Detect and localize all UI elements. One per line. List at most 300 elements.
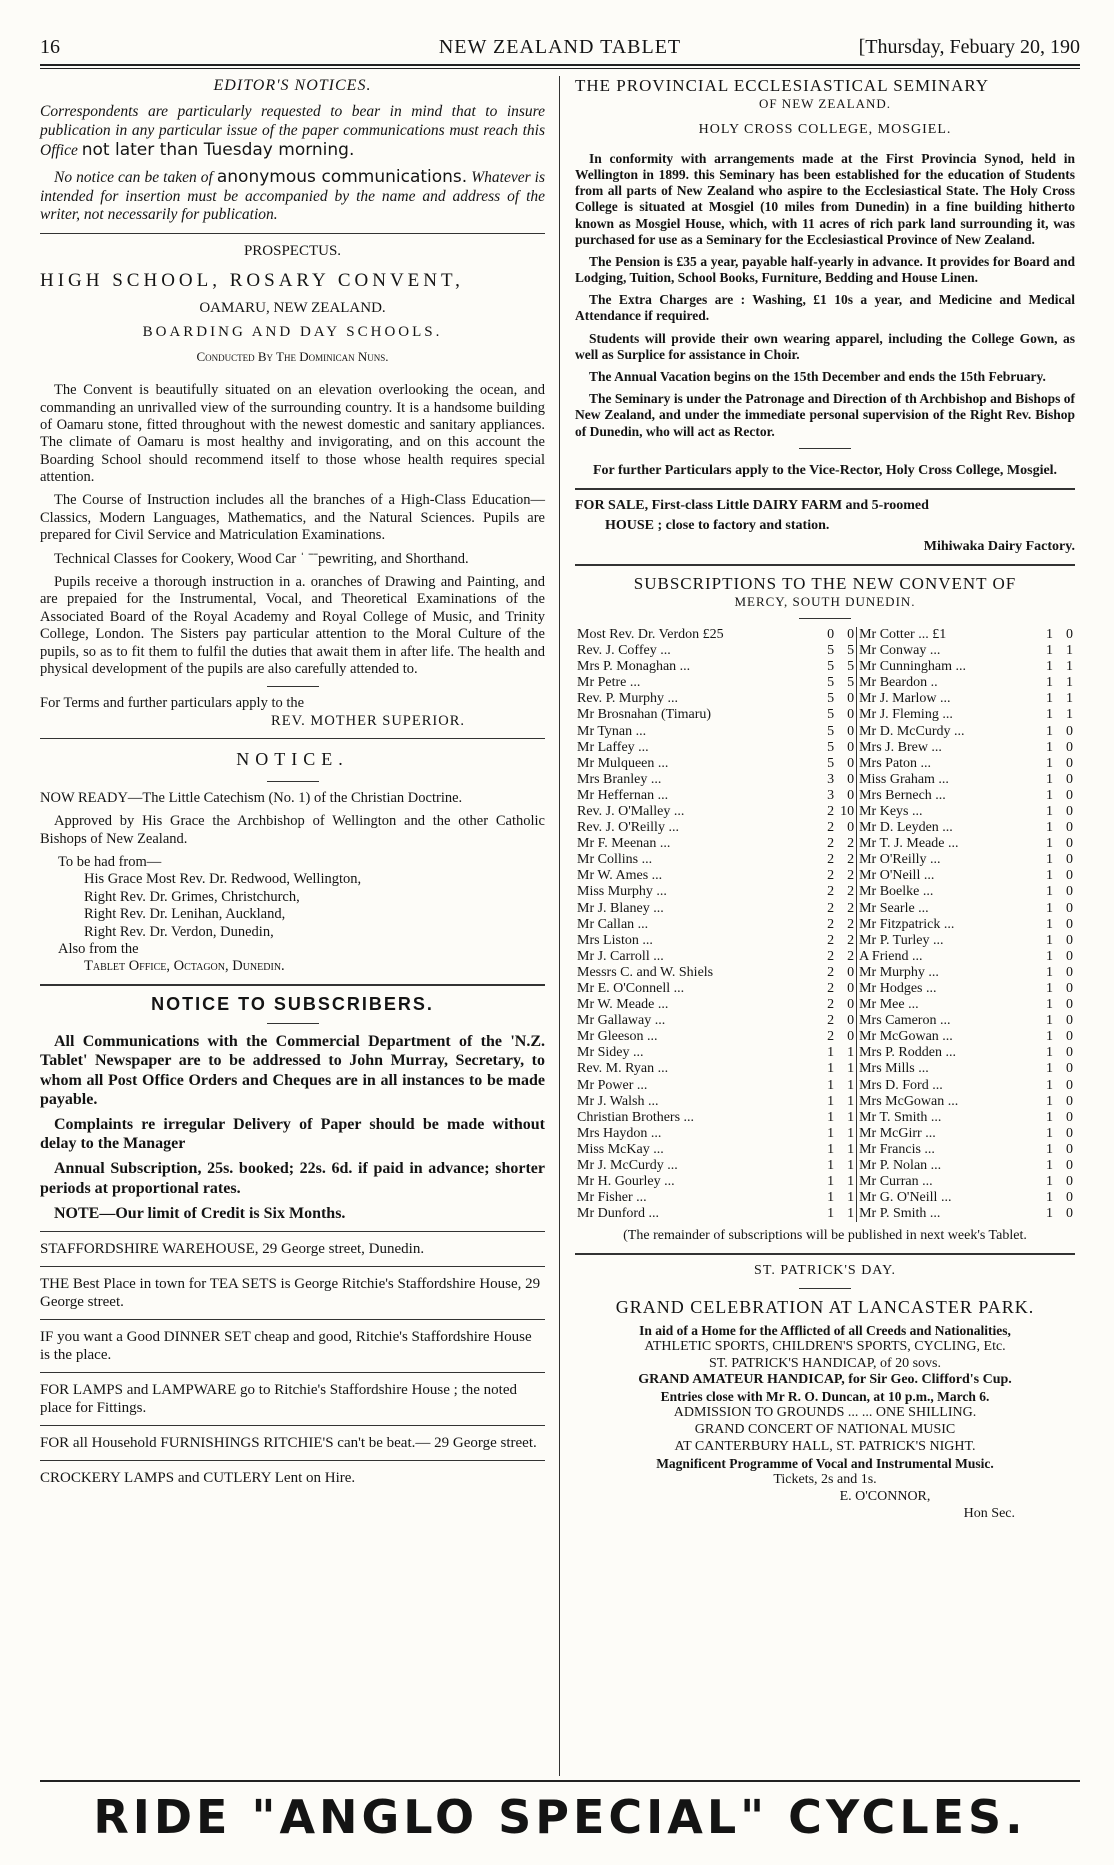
notice-tablet-office: Tablet Office, Octagon, Dunedin. xyxy=(84,958,285,975)
amount-shillings-left: 2 xyxy=(827,884,835,900)
subscriber-name-right: Mr Searle ... xyxy=(859,900,929,916)
rosary-subtitle: BOARDING AND DAY SCHOOLS. xyxy=(142,323,443,340)
st-patricks-programme: Magnificent Programme of Vocal and Instrumental Music. xyxy=(656,1455,994,1471)
subscribers-para-2: Complaints re irregular Delivery of Paper should be made without delay to the Manager xyxy=(40,1116,545,1153)
st-patricks-tickets: Tickets, 2s and 1s. xyxy=(773,1471,877,1487)
issue-date: [Thursday, Febuary 20, 190 xyxy=(858,36,1080,58)
amount-pence-left: 1 xyxy=(836,1094,857,1110)
subscriber-name-right: Mr D. McCurdy ... xyxy=(859,723,965,739)
for-sale-line-2: HOUSE ; close to factory and station. xyxy=(605,518,830,534)
amount-shillings-right: 1 xyxy=(1046,787,1053,803)
subscription-row xyxy=(575,675,1075,691)
amount-shillings-right: 1 xyxy=(1046,1109,1053,1125)
st-patricks-handicap: ST. PATRICK'S HANDICAP, of 20 sovs. xyxy=(708,1355,941,1371)
amount-shillings-right: 1 xyxy=(1046,803,1053,819)
subscriber-name-right: Mr J. Marlow ... xyxy=(859,691,951,707)
subscriber-name-right: Mr P. Smith ... xyxy=(859,1206,941,1222)
amount-shillings-right: 1 xyxy=(1046,932,1053,948)
amount-pence-right: 0 xyxy=(1066,1190,1073,1206)
rosary-superior: REV. MOTHER SUPERIOR. xyxy=(271,712,465,729)
amount-shillings-left: 1 xyxy=(827,1190,835,1206)
prospectus-label: PROSPECTUS. xyxy=(243,242,342,259)
notice-ready: NOW READY—The Little Catechism (No. 1) of the Christian Doctrine. xyxy=(40,789,463,806)
amount-pence-left: 0 xyxy=(836,691,857,707)
subscriber-name-left: Mr Callan ... xyxy=(577,916,649,932)
amount-shillings-left: 5 xyxy=(827,707,835,723)
subscriber-name-right: Mr T. J. Meade ... xyxy=(859,836,959,852)
rosary-convent-ad xyxy=(40,242,545,730)
subscriber-name-right: Mr P. Nolan ... xyxy=(859,1158,942,1174)
subscriber-name-right: Mr Cunningham ... xyxy=(859,659,967,675)
amount-shillings-right: 1 xyxy=(1046,1141,1053,1157)
for-sale-ad xyxy=(575,498,1075,556)
subscriber-name-left: Mr Petre ... xyxy=(577,675,641,691)
amount-pence-right: 1 xyxy=(1066,643,1073,659)
newspaper-title: NEW ZEALAND TABLET xyxy=(438,36,682,58)
seminary-para-1: In conformity with arrangements made at the First Provincia Synod, held in Wellington in 1899. this Seminary has been established for the education of Students from all parts of New Zealand who aspire to the Ecclesiastical State. The Holy Cross College is situated at Mosgiel (10 miles from Dunedin) in a fine building hitherto known as Mosgiel House, which, with 11 acres of rich park land surrounding it, was purchased for use as a Seminary for the Ecclesiastical Province of New Zealand. xyxy=(575,150,1075,247)
amount-shillings-left: 2 xyxy=(827,981,835,997)
amount-pence-left: 2 xyxy=(836,917,857,933)
subscription-row xyxy=(575,1078,1075,1094)
footer-rule xyxy=(40,1780,1080,1782)
subscriber-name-left: Mr J. McCurdy ... xyxy=(577,1158,678,1174)
amount-shillings-right: 1 xyxy=(1046,820,1053,836)
amount-pence-left: 5 xyxy=(836,659,857,675)
amount-pence-left: 0 xyxy=(836,772,857,788)
subscription-row xyxy=(575,788,1075,804)
anonymous-text: anonymous communications. xyxy=(216,166,468,187)
subscribers-para-1: All Communications with the Commercial Department of the 'N.Z. Tablet' Newspaper are to be addressed to John Murray, Secretary, to whom all Post Office Orders and Cheques are in all instances to be made payable. xyxy=(40,1033,545,1108)
amount-shillings-right: 1 xyxy=(1046,1013,1053,1029)
amount-shillings-right: 1 xyxy=(1046,948,1053,964)
amount-pence-left: 2 xyxy=(836,836,857,852)
amount-pence-left: 0 xyxy=(836,965,857,981)
amount-shillings-left: 1 xyxy=(827,1158,835,1174)
amount-shillings-left: 2 xyxy=(827,1013,835,1029)
subscriber-name-left: Mr Heffernan ... xyxy=(577,787,669,803)
subscriber-name-right: Mrs Cameron ... xyxy=(859,1013,951,1029)
subscription-row xyxy=(575,1174,1075,1190)
amount-shillings-left: 1 xyxy=(827,1206,835,1222)
amount-shillings-right: 1 xyxy=(1046,1029,1053,1045)
amount-shillings-right: 1 xyxy=(1046,707,1053,723)
subscribers-para-4: NOTE—Our limit of Credit is Six Months. xyxy=(54,1204,346,1222)
notice-address-4: Right Rev. Dr. Verdon, Dunedin, xyxy=(84,923,274,940)
divider xyxy=(40,738,545,739)
st-patricks-sports: ATHLETIC SPORTS, CHILDREN'S SPORTS, CYCLING, Etc. xyxy=(644,1338,1006,1354)
amount-pence-right: 1 xyxy=(1066,675,1073,691)
subscriber-name-left: Miss McKay ... xyxy=(577,1141,664,1157)
subscriber-name-left: Mr Fisher ... xyxy=(577,1190,647,1206)
amount-pence-right: 0 xyxy=(1066,803,1073,819)
subscriber-name-left: Most Rev. Dr. Verdon £25 xyxy=(577,626,724,642)
seminary-ad xyxy=(575,76,1075,480)
subscription-row xyxy=(575,643,1075,659)
amount-pence-right: 0 xyxy=(1066,787,1073,803)
subscriber-name-right: Mr P. Turley ... xyxy=(859,932,944,948)
amount-shillings-right: 1 xyxy=(1046,755,1053,771)
amount-pence-right: 0 xyxy=(1066,1141,1073,1157)
subscriber-name-right: A Friend ... xyxy=(859,948,923,964)
amount-pence-right: 1 xyxy=(1066,691,1073,707)
subscriber-name-right: Mr Beardon .. xyxy=(859,675,938,691)
right-column xyxy=(575,76,1075,1522)
notice-address-2: Right Rev. Dr. Grimes, Christchurch, xyxy=(84,888,300,905)
amount-pence-right: 0 xyxy=(1066,981,1073,997)
subscriber-name-left: Mr W. Meade ... xyxy=(577,997,669,1013)
subscription-row xyxy=(575,627,1075,643)
subscriber-name-left: Mr Gallaway ... xyxy=(577,1013,666,1029)
amount-pence-left: 2 xyxy=(836,884,857,900)
amount-shillings-right: 1 xyxy=(1046,900,1053,916)
notice-to-be-had: To be had from— xyxy=(58,853,162,870)
seminary-para-2: The Pension is £35 a year, payable half-yearly in advance. It provides for Board and Lodging, Tuition, School Books, Furniture, Bedding and House Linen. xyxy=(575,253,1075,286)
subscriber-name-left: Mr Dunford ... xyxy=(577,1206,660,1222)
seminary-title: THE PROVINCIAL ECCLESIASTICAL SEMINARY xyxy=(575,76,990,95)
amount-pence-left: 2 xyxy=(836,901,857,917)
divider xyxy=(575,564,1075,566)
st-patricks-organiser: E. O'CONNOR, xyxy=(839,1488,931,1504)
subscriber-name-right: Mr Curran ... xyxy=(859,1174,933,1190)
amount-pence-right: 0 xyxy=(1066,916,1073,932)
amount-shillings-left: 2 xyxy=(827,932,835,948)
amount-shillings-left: 1 xyxy=(827,1093,835,1109)
st-patricks-hall: AT CANTERBURY HALL, ST. PATRICK'S NIGHT. xyxy=(674,1438,976,1454)
subscription-row xyxy=(575,1206,1075,1222)
amount-shillings-left: 5 xyxy=(827,723,835,739)
amount-pence-left: 0 xyxy=(836,997,857,1013)
subscriber-name-left: Mr Sidey ... xyxy=(577,1045,644,1061)
seminary-para-3: The Extra Charges are : Washing, £1 10s a year, and Medicine and Medical Attendance if required. xyxy=(575,292,1075,324)
subscription-row xyxy=(575,1094,1075,1110)
amount-shillings-left: 1 xyxy=(827,1174,835,1190)
amount-shillings-right: 1 xyxy=(1046,739,1053,755)
subscription-row xyxy=(575,868,1075,884)
subscriber-name-left: Mr Gleeson ... xyxy=(577,1029,658,1045)
amount-shillings-right: 1 xyxy=(1046,1061,1053,1077)
rosary-para-1: The Convent is beautifully situated on an elevation overlooking the ocean, and commanding an unrivalled view of the surrounding country. It is a handsome building of Oamaru stone, fitted throughout with the newest domestic and sanitary appliances. The climate of Oamaru is most healthy and invigorating, and on this account the Boarding School should recommend itself to those whose health requires special attention. xyxy=(40,382,545,486)
amount-pence-right: 0 xyxy=(1066,884,1073,900)
subscriber-name-left: Rev. J. Coffey ... xyxy=(577,643,671,659)
amount-shillings-right: 1 xyxy=(1046,691,1053,707)
subscriber-name-left: Mr J. Walsh ... xyxy=(577,1093,659,1109)
rosary-place: OAMARU, NEW ZEALAND. xyxy=(199,299,386,316)
rosary-para-3: Technical Classes for Cookery, Wood Car ˈ ˉˉpewriting, and Shorthand. xyxy=(54,550,469,567)
subscriber-name-left: Rev. M. Ryan ... xyxy=(577,1061,669,1077)
subscription-row xyxy=(575,901,1075,917)
amount-pence-right: 0 xyxy=(1066,723,1073,739)
seminary-college: HOLY CROSS COLLEGE, MOSGIEL. xyxy=(698,121,952,137)
notice-also-from: Also from the xyxy=(58,940,139,957)
rosary-para-4: Pupils receive a thorough instruction in a. oranches of Drawing and Painting, and are prepaied for the Instrumental, Vocal, and Theoretical Examinations of the Associated Board of the Royal Academy and Royal College of Music, and Trinity College, London. The Sisters pay particular attention to the Moral Culture of the pupils, so as to fit them to fulfil the duties that await them in after life. The health and physical development of the pupils are also carefully attended to. xyxy=(40,574,545,677)
subscriber-name-left: Christian Brothers ... xyxy=(577,1109,695,1125)
subscriber-name-left: Mr Collins ... xyxy=(577,852,653,868)
amount-pence-right: 0 xyxy=(1066,900,1073,916)
amount-shillings-right: 1 xyxy=(1046,964,1053,980)
amount-pence-right: 0 xyxy=(1066,1077,1073,1093)
st-patricks-ad xyxy=(575,1263,1075,1522)
amount-shillings-right: 1 xyxy=(1046,1174,1053,1190)
amount-pence-left: 1 xyxy=(836,1126,857,1142)
catechism-notice xyxy=(40,749,545,976)
staffordshire-ads xyxy=(40,1240,545,1487)
amount-shillings-left: 3 xyxy=(827,787,835,803)
amount-pence-left: 0 xyxy=(836,1013,857,1029)
subscriber-name-left: Mrs Liston ... xyxy=(577,932,653,948)
subscriber-name-left: Messrs C. and W. Shiels xyxy=(577,964,714,980)
amount-shillings-right: 1 xyxy=(1046,1077,1053,1093)
subscriber-name-right: Mr Conway ... xyxy=(859,643,941,659)
amount-shillings-right: 1 xyxy=(1046,1158,1053,1174)
amount-shillings-left: 2 xyxy=(827,820,835,836)
amount-pence-right: 0 xyxy=(1066,997,1073,1013)
amount-shillings-right: 1 xyxy=(1046,852,1053,868)
subscription-row xyxy=(575,804,1075,820)
amount-pence-right: 0 xyxy=(1066,771,1073,787)
subscriber-name-left: Mr Tynan ... xyxy=(577,723,647,739)
subscription-row xyxy=(575,707,1075,723)
subscription-row xyxy=(575,724,1075,740)
amount-shillings-left: 1 xyxy=(827,1045,835,1061)
amount-pence-left: 1 xyxy=(836,1045,857,1061)
amount-pence-left: 2 xyxy=(836,852,857,868)
editors-notices xyxy=(40,76,545,225)
subscription-row xyxy=(575,820,1075,836)
subscriber-name-right: Mrs McGowan ... xyxy=(859,1093,959,1109)
subscriber-name-left: Mr E. O'Connell ... xyxy=(577,981,685,997)
subscriber-name-right: Mrs Paton ... xyxy=(859,755,932,771)
subscriber-name-left: Mr J. Blaney ... xyxy=(577,900,664,916)
amount-shillings-right: 1 xyxy=(1046,659,1053,675)
subscriber-name-left: Mr Mulqueen ... xyxy=(577,755,669,771)
amount-pence-right: 0 xyxy=(1066,1158,1073,1174)
amount-shillings-left: 2 xyxy=(827,916,835,932)
subscriber-name-left: Mr F. Meenan ... xyxy=(577,836,671,852)
amount-pence-right: 0 xyxy=(1066,964,1073,980)
amount-pence-right: 0 xyxy=(1066,1206,1073,1222)
amount-shillings-left: 5 xyxy=(827,691,835,707)
column-divider xyxy=(559,76,560,1776)
amount-pence-left: 2 xyxy=(836,933,857,949)
amount-pence-left: 0 xyxy=(836,724,857,740)
amount-pence-right: 0 xyxy=(1066,1174,1073,1190)
st-patricks-concert: GRAND CONCERT OF NATIONAL MUSIC xyxy=(694,1422,956,1438)
seminary-subtitle: OF NEW ZEALAND. xyxy=(758,96,892,112)
amount-shillings-right: 1 xyxy=(1046,643,1053,659)
amount-pence-right: 0 xyxy=(1066,1013,1073,1029)
subscriber-name-left: Mr J. Carroll ... xyxy=(577,948,664,964)
amount-shillings-left: 0 xyxy=(827,626,835,642)
staffordshire-ad-6: CROCKERY LAMPS and CUTLERY Lent on Hire. xyxy=(40,1469,356,1486)
amount-shillings-right: 1 xyxy=(1046,1125,1053,1141)
subscription-row xyxy=(575,1061,1075,1077)
amount-shillings-right: 1 xyxy=(1046,626,1053,642)
subscription-row xyxy=(575,1158,1075,1174)
st-patricks-amateur: GRAND AMATEUR HANDICAP, for Sir Geo. Clifford's Cup. xyxy=(638,1372,1012,1388)
divider xyxy=(40,984,545,986)
amount-pence-right: 0 xyxy=(1066,868,1073,884)
anonymous-notice-lead: No notice can be taken of xyxy=(54,168,213,186)
amount-shillings-left: 5 xyxy=(827,675,835,691)
amount-pence-left: 0 xyxy=(836,820,857,836)
amount-pence-right: 0 xyxy=(1066,948,1073,964)
subscriber-name-right: Mr Fitzpatrick ... xyxy=(859,916,955,932)
cycles-advertisement: RIDE "ANGLO SPECIAL" CYCLES. xyxy=(93,1790,1027,1844)
subscriber-name-right: Mr Mee ... xyxy=(859,997,919,1013)
amount-shillings-right: 1 xyxy=(1046,1045,1053,1061)
amount-pence-right: 0 xyxy=(1066,1109,1073,1125)
seminary-para-5: The Annual Vacation begins on the 15th December and ends the 15th February. xyxy=(589,369,1046,385)
amount-pence-left: 10 xyxy=(836,804,857,820)
subscriber-name-right: Miss Graham ... xyxy=(859,771,949,787)
amount-pence-left: 1 xyxy=(836,1206,857,1222)
notice-address-3: Right Rev. Dr. Lenihan, Auckland, xyxy=(84,906,286,923)
subscription-row xyxy=(575,740,1075,756)
subscriber-name-left: Mrs Branley ... xyxy=(577,771,662,787)
amount-pence-right: 0 xyxy=(1066,932,1073,948)
subscription-row xyxy=(575,917,1075,933)
amount-shillings-left: 1 xyxy=(827,1061,835,1077)
amount-shillings-left: 2 xyxy=(827,948,835,964)
amount-pence-left: 1 xyxy=(836,1158,857,1174)
page-header xyxy=(40,36,1080,60)
subscriber-name-right: Mr Cotter ... £1 xyxy=(859,626,947,642)
amount-pence-right: 0 xyxy=(1066,626,1073,642)
subscription-row xyxy=(575,772,1075,788)
amount-shillings-right: 1 xyxy=(1046,1206,1053,1222)
amount-shillings-left: 5 xyxy=(827,739,835,755)
subscriber-name-left: Mr H. Gourley ... xyxy=(577,1174,675,1190)
subscription-row xyxy=(575,1190,1075,1206)
staffordshire-ad-5: FOR all Household FURNISHINGS RITCHIE'S can't be beat.— 29 George street. xyxy=(40,1434,537,1451)
amount-pence-left: 2 xyxy=(836,868,857,884)
amount-pence-right: 0 xyxy=(1066,1093,1073,1109)
subscriber-name-left: Rev. P. Murphy ... xyxy=(577,691,678,707)
notice-to-subscribers xyxy=(40,994,545,1223)
subscription-row xyxy=(575,756,1075,772)
subscriber-name-left: Miss Murphy ... xyxy=(577,884,667,900)
subscription-row xyxy=(575,1045,1075,1061)
amount-shillings-left: 1 xyxy=(827,1109,835,1125)
anonymous-notice-tail: Whatever is intended for insertion must be accompanied by the name and address of the writer, not necessarily for publication. xyxy=(40,168,546,224)
editors-notice-text: Correspondents are particularly requested to bear in mind that to insure publication in any particular issue of the paper communications must reach this Office xyxy=(40,103,545,160)
subscription-row xyxy=(575,852,1075,868)
subscriber-name-right: Mrs Bernech ... xyxy=(859,787,946,803)
subscription-row xyxy=(575,691,1075,707)
subscriber-name-left: Mr Laffey ... xyxy=(577,739,649,755)
amount-pence-right: 0 xyxy=(1066,836,1073,852)
amount-shillings-left: 3 xyxy=(827,771,835,787)
amount-pence-left: 5 xyxy=(836,643,857,659)
amount-shillings-left: 1 xyxy=(827,1125,835,1141)
amount-shillings-right: 1 xyxy=(1046,1093,1053,1109)
amount-shillings-left: 1 xyxy=(827,1077,835,1093)
subscription-row xyxy=(575,1142,1075,1158)
seminary-further: For further Particulars apply to the Vice-Rector, Holy Cross College, Mosgiel. xyxy=(592,462,1058,478)
subscriber-name-right: Mrs D. Ford ... xyxy=(859,1077,943,1093)
subscription-row xyxy=(575,1126,1075,1142)
amount-shillings-left: 2 xyxy=(827,803,835,819)
notice-title: NOTICE. xyxy=(236,749,349,770)
subscriptions-subtitle: MERCY, SOUTH DUNEDIN. xyxy=(734,594,916,610)
editors-notices-title: EDITOR'S NOTICES. xyxy=(213,77,372,94)
amount-pence-left: 1 xyxy=(836,1061,857,1077)
subscriber-name-right: Mr Murphy ... xyxy=(859,964,939,980)
staffordshire-ad-3: IF you want a Good DINNER SET cheap and good, Ritchie's Staffordshire House is the place. xyxy=(40,1328,532,1363)
subscriber-name-right: Mr J. Fleming ... xyxy=(859,707,953,723)
amount-pence-right: 0 xyxy=(1066,1045,1073,1061)
amount-shillings-right: 1 xyxy=(1046,836,1053,852)
subscriptions-title: SUBSCRIPTIONS TO THE NEW CONVENT OF xyxy=(633,573,1017,593)
amount-pence-left: 1 xyxy=(836,1190,857,1206)
subscription-row xyxy=(575,997,1075,1013)
amount-shillings-left: 2 xyxy=(827,836,835,852)
amount-pence-left: 1 xyxy=(836,1142,857,1158)
subscription-row xyxy=(575,1013,1075,1029)
amount-shillings-left: 1 xyxy=(827,1141,835,1157)
amount-shillings-right: 1 xyxy=(1046,868,1053,884)
subscriber-name-left: Mr Brosnahan (Timaru) xyxy=(577,707,712,723)
amount-shillings-left: 5 xyxy=(827,643,835,659)
st-patricks-role: Hon Sec. xyxy=(963,1505,1015,1521)
subscriber-name-left: Rev. J. O'Malley ... xyxy=(577,803,685,819)
subscriber-name-right: Mr Boelke ... xyxy=(859,884,934,900)
amount-shillings-left: 2 xyxy=(827,852,835,868)
for-sale-sign: Mihiwaka Dairy Factory. xyxy=(923,539,1075,555)
amount-pence-right: 0 xyxy=(1066,1061,1073,1077)
seminary-para-6: The Seminary is under the Patronage and Direction of th Archbishop and Bishops of New Zealand, and under the immediate personal supervision of the Right Rev. Bishop of Dunedin, who will act as Rector. xyxy=(575,391,1075,439)
header-rule xyxy=(40,64,1080,66)
amount-pence-left: 0 xyxy=(836,756,857,772)
seminary-para-4: Students will provide their own wearing apparel, including the College Gown, as well as Surplice for assistance in Choir. xyxy=(575,330,1075,362)
subscriber-name-right: Mrs J. Brew ... xyxy=(859,739,942,755)
subscriptions-table xyxy=(575,627,1075,1222)
divider xyxy=(575,1253,1075,1255)
subscription-row xyxy=(575,965,1075,981)
subscribers-para-3: Annual Subscription, 25s. booked; 22s. 6d. if paid in advance; shorter periods at proportional rates. xyxy=(40,1160,545,1197)
amount-shillings-left: 2 xyxy=(827,900,835,916)
amount-shillings-left: 2 xyxy=(827,997,835,1013)
amount-shillings-right: 1 xyxy=(1046,916,1053,932)
subscriber-name-right: Mr Francis ... xyxy=(859,1141,935,1157)
subscription-row xyxy=(575,884,1075,900)
st-patricks-day: ST. PATRICK'S DAY. xyxy=(754,1263,896,1279)
st-patricks-entries: Entries close with Mr R. O. Duncan, at 10 p.m., March 6. xyxy=(660,1389,990,1405)
amount-shillings-right: 1 xyxy=(1046,981,1053,997)
st-patricks-admission: ADMISSION TO GROUNDS ... ... ONE SHILLING. xyxy=(673,1405,977,1421)
subscriber-name-right: Mr D. Leyden ... xyxy=(859,820,953,836)
subscriber-name-right: Mr T. Smith ... xyxy=(859,1109,942,1125)
amount-pence-left: 5 xyxy=(836,675,857,691)
staffordshire-ad-1: STAFFORDSHIRE WAREHOUSE, 29 George street, Dunedin. xyxy=(40,1240,425,1257)
subscriber-name-right: Mr Hodges ... xyxy=(859,981,937,997)
subscription-row xyxy=(575,1029,1075,1045)
subscriber-name-right: Mr G. O'Neill ... xyxy=(859,1190,952,1206)
subscriber-name-right: Mrs P. Rodden ... xyxy=(859,1045,956,1061)
amount-pence-right: 0 xyxy=(1066,852,1073,868)
subscriber-name-right: Mr McGowan ... xyxy=(859,1029,953,1045)
divider xyxy=(575,488,1075,490)
amount-shillings-right: 1 xyxy=(1046,771,1053,787)
rosary-conducted: Conducted By The Dominican Nuns. xyxy=(196,348,389,364)
amount-pence-left: 0 xyxy=(836,707,857,723)
amount-pence-right: 1 xyxy=(1066,659,1073,675)
rosary-title: HIGH SCHOOL, ROSARY CONVENT, xyxy=(40,269,464,291)
page-number: 16 xyxy=(40,36,60,58)
amount-pence-left: 0 xyxy=(836,627,857,643)
amount-shillings-left: 5 xyxy=(827,755,835,771)
st-patricks-aid: In aid of a Home for the Afflicted of all Creeds and Nationalities, xyxy=(639,1322,1011,1338)
